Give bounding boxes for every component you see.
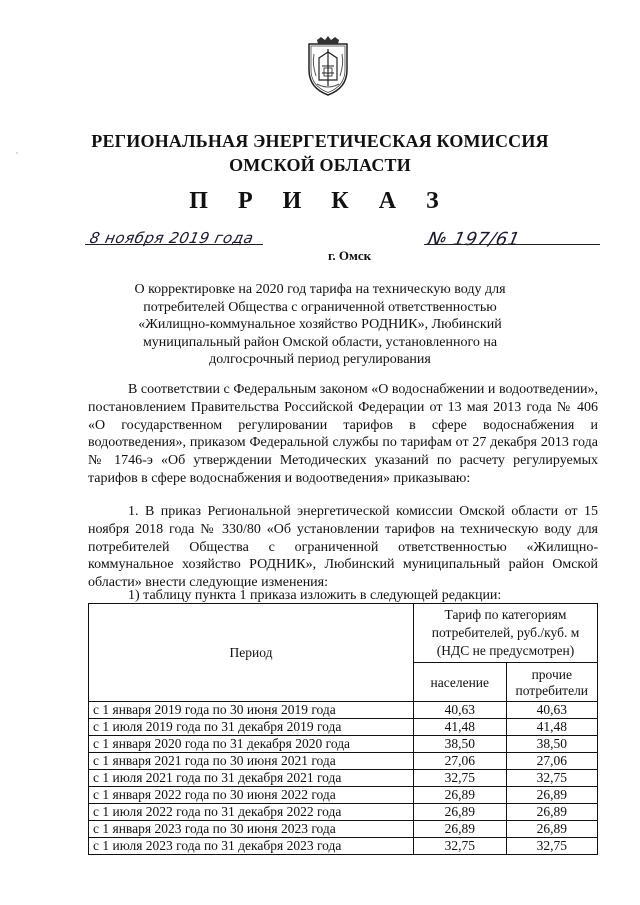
- handwritten-date: 8 ноября 2019 года: [88, 229, 256, 247]
- population-tariff-cell: 32,75: [414, 770, 507, 787]
- period-cell: с 1 января 2021 года по 30 июня 2021 года: [89, 753, 414, 770]
- table-row: [89, 770, 598, 787]
- order-subject: О корректировке на 2020 год тарифа на техническую воду для потребителей Общества с ограниченной ответственностью «Жилищно-коммунальное хозяйство РОДНИК», Любинский муниципальный район Омской области, установленного на долгосрочный период регулирования: [134, 282, 506, 368]
- header-tariff: Тариф по категориям потребителей, руб./куб. м (НДС не предусмотрен): [414, 604, 598, 663]
- period-cell: с 1 июля 2022 года по 31 декабря 2022 года: [89, 804, 414, 821]
- other-tariff-cell: 27,06: [506, 753, 597, 770]
- organization-region: ОМСКОЙ ОБЛАСТИ: [229, 155, 411, 175]
- other-tariff-cell: 26,89: [506, 821, 597, 838]
- population-tariff-cell: 27,06: [414, 753, 507, 770]
- table-row: [89, 821, 598, 838]
- table-row: [89, 787, 598, 804]
- city-label: г. Омск: [328, 248, 372, 263]
- clause-1-subitem: 1) таблицу пункта 1 приказа изложить в следующей редакции:: [128, 588, 502, 603]
- other-tariff-cell: 38,50: [506, 736, 597, 753]
- other-tariff-cell: 32,75: [506, 838, 597, 855]
- header-population: население: [414, 663, 507, 702]
- organization-name: РЕГИОНАЛЬНАЯ ЭНЕРГЕТИЧЕСКАЯ КОМИССИЯ: [91, 131, 549, 151]
- table-header-row: [89, 604, 598, 663]
- tariff-table: [88, 603, 598, 855]
- table-row: [89, 702, 598, 719]
- other-tariff-cell: 26,89: [506, 804, 597, 821]
- period-cell: с 1 июля 2019 года по 31 декабря 2019 года: [89, 719, 414, 736]
- period-cell: с 1 января 2023 года по 30 июня 2023 года: [89, 821, 414, 838]
- table-row: [89, 753, 598, 770]
- period-cell: с 1 января 2020 года по 31 декабря 2020 года: [89, 736, 414, 753]
- table-row: [89, 736, 598, 753]
- clause-1-paragraph: 1. В приказ Региональной энергетической комиссии Омской области от 15 ноября 2018 года № 330/80 «Об установлении тарифов на техническую воду для потребителей Общества с ограниченной ответственностью «Жилищно-коммунальное хозяйство РОДНИК», Любинский муниципальный район Омской области» внести следующие изменения:: [88, 504, 598, 591]
- other-tariff-cell: 32,75: [506, 770, 597, 787]
- other-tariff-cell: 41,48: [506, 719, 597, 736]
- period-cell: с 1 июля 2021 года по 31 декабря 2021 года: [89, 770, 414, 787]
- header-other-consumers: прочие потребители: [506, 663, 597, 702]
- date-underline: [85, 244, 263, 245]
- preamble-paragraph: В соответствии с Федеральным законом «О водоснабжении и водоотведении», постановлением Правительства Российской Федерации от 13 мая 2013 года № 406 «О государственном регулировании тарифов в сфере водоснабжения и водоотведения», приказом Федеральной службы по тарифам от 27 декабря 2013 года № 1746-э «Об утверждении Методических указаний по расчету регулируемых тарифов в сфере водоснабжения и водоотведения» приказываю:: [88, 382, 598, 486]
- population-tariff-cell: 38,50: [414, 736, 507, 753]
- population-tariff-cell: 40,63: [414, 702, 507, 719]
- table-row: [89, 804, 598, 821]
- population-tariff-cell: 26,89: [414, 821, 507, 838]
- other-tariff-cell: 40,63: [506, 702, 597, 719]
- other-tariff-cell: 26,89: [506, 787, 597, 804]
- population-tariff-cell: 41,48: [414, 719, 507, 736]
- document-type-title: П Р И К А З: [189, 188, 451, 214]
- handwritten-number: № 197/61: [425, 229, 523, 250]
- header-period: Период: [89, 604, 414, 702]
- table-row: [89, 838, 598, 855]
- period-cell: с 1 июля 2023 года по 31 декабря 2023 года: [89, 838, 414, 855]
- period-cell: с 1 января 2019 года по 30 июня 2019 года: [89, 702, 414, 719]
- coat-of-arms-icon: [305, 36, 351, 98]
- population-tariff-cell: 26,89: [414, 787, 507, 804]
- population-tariff-cell: 32,75: [414, 838, 507, 855]
- period-cell: с 1 января 2022 года по 30 июня 2022 года: [89, 787, 414, 804]
- number-underline: [424, 244, 600, 245]
- table-row: [89, 719, 598, 736]
- population-tariff-cell: 26,89: [414, 804, 507, 821]
